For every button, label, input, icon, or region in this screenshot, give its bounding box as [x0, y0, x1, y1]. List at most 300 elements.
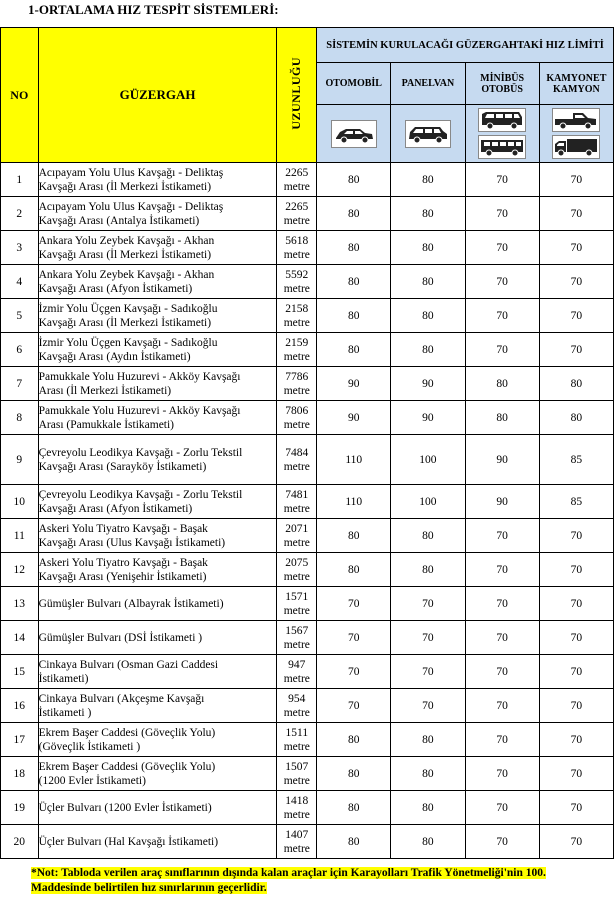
length-unit: metre [283, 460, 310, 473]
speed-kamyonet-value: 70 [570, 767, 583, 780]
speed-panelvan-value: 70 [422, 665, 434, 678]
speed-panelvan-value: 80 [422, 309, 434, 322]
speed-panelvan [391, 689, 465, 723]
speed-kamyonet [539, 791, 613, 825]
table-row [1, 367, 614, 401]
speed-minibus [465, 621, 539, 655]
row-number-text: 16 [13, 699, 26, 712]
speed-panelvan-value: 80 [422, 173, 434, 186]
route-line2: Kavşağı Arası (Antalya İstikameti) [38, 214, 200, 227]
length-unit: metre [283, 536, 310, 549]
van-icon [405, 120, 451, 148]
speed-minibus-value: 70 [496, 563, 508, 576]
length-value: 7481 [285, 488, 309, 501]
route-line2: İstikameti) [38, 672, 89, 685]
speed-minibus [465, 265, 539, 299]
speed-kamyonet [539, 231, 613, 265]
route-line2: Arası (Pamukkale İstikameti) [38, 418, 175, 431]
speed-minibus-value: 70 [496, 597, 508, 610]
speed-minibus-value: 90 [496, 495, 508, 508]
speed-kamyonet-value: 70 [570, 343, 583, 356]
table-row [1, 621, 614, 655]
row-number [1, 367, 39, 401]
speed-panelvan-value: 80 [422, 529, 434, 542]
length-cell [277, 435, 317, 485]
route-line2: İstikameti ) [38, 706, 92, 719]
speed-minibus [465, 485, 539, 519]
row-number [1, 197, 39, 231]
route-line2: Kavşağı Arası (Aydın İstikameti) [38, 350, 191, 363]
length-unit: metre [283, 350, 310, 363]
length-unit: metre [283, 180, 310, 193]
speed-otomobil [317, 231, 391, 265]
speed-kamyonet [539, 485, 613, 519]
row-number-text: 2 [16, 207, 23, 220]
bus-icon [478, 135, 526, 159]
icon-cell-panelvan [391, 105, 465, 163]
length-unit: metre [283, 774, 310, 787]
route-line2: (1200 Evler İstikameti) [38, 774, 146, 787]
row-number [1, 231, 39, 265]
speed-kamyonet-value: 70 [570, 835, 583, 848]
speed-minibus [465, 757, 539, 791]
speed-otomobil [317, 435, 391, 485]
header-route: GÜZERGAH [38, 28, 277, 163]
length-value: 2265 [285, 166, 309, 179]
route-line1: Askeri Yolu Tiyatro Kavşağı - Başak [38, 556, 208, 569]
length-value: 947 [288, 658, 306, 671]
length-cell [277, 825, 317, 859]
table-body [1, 163, 614, 859]
row-number [1, 757, 39, 791]
speed-otomobil [317, 621, 391, 655]
speed-kamyonet [539, 587, 613, 621]
row-number [1, 587, 39, 621]
route-cell [38, 485, 277, 519]
row-number-text: 4 [16, 275, 23, 288]
speed-panelvan [391, 553, 465, 587]
length-unit: metre [283, 672, 310, 685]
length-cell [277, 333, 317, 367]
speed-otomobil-value: 80 [347, 275, 360, 288]
route-line2: Kavşağı Arası (Sarayköy İstikameti) [38, 460, 207, 473]
speed-kamyonet [539, 689, 613, 723]
row-number [1, 485, 39, 519]
speed-kamyonet-value: 70 [570, 665, 583, 678]
route-line1: Cinkaya Bulvarı (Osman Gazi Caddesi [38, 658, 219, 671]
table-row [1, 689, 614, 723]
speed-panelvan-value: 90 [422, 377, 434, 390]
header-minibus-line1: MİNİBÜS [480, 72, 525, 84]
speed-kamyonet [539, 401, 613, 435]
speed-kamyonet [539, 655, 613, 689]
route-line1: Ankara Yolu Zeybek Kavşağı - Akhan [38, 234, 215, 247]
speed-kamyonet-value: 70 [570, 597, 583, 610]
speed-kamyonet-value: 70 [570, 529, 583, 542]
speed-panelvan-value: 70 [422, 631, 434, 644]
minibus-icon [478, 108, 526, 132]
row-number-text: 11 [13, 529, 25, 542]
speed-minibus [465, 825, 539, 859]
speed-otomobil [317, 791, 391, 825]
length-value: 2158 [285, 302, 309, 315]
speed-otomobil [317, 163, 391, 197]
speed-panelvan [391, 587, 465, 621]
length-unit: metre [283, 638, 310, 651]
speed-otomobil [317, 519, 391, 553]
length-value: 2075 [285, 556, 309, 569]
speed-kamyonet [539, 757, 613, 791]
table-row [1, 553, 614, 587]
row-number [1, 689, 39, 723]
row-number-text: 19 [13, 801, 26, 814]
header-minibus [465, 63, 539, 105]
speed-otomobil [317, 587, 391, 621]
route-cell [38, 163, 277, 197]
speed-minibus-value: 90 [496, 453, 508, 466]
row-number [1, 163, 39, 197]
speed-kamyonet-value: 70 [570, 207, 583, 220]
row-number [1, 299, 39, 333]
speed-minibus [465, 333, 539, 367]
row-number-text: 10 [13, 495, 26, 508]
length-unit: metre [283, 384, 310, 397]
header-panelvan: PANELVAN [391, 63, 465, 105]
speed-panelvan [391, 621, 465, 655]
length-unit: metre [283, 604, 310, 617]
speed-kamyonet [539, 163, 613, 197]
speed-panelvan [391, 485, 465, 519]
footnote-line1: *Not: Tabloda verilen araç sınıflarının dışında kalan araçlar için Karayolları Trafik Yönetmeliği'nin 100. [31, 867, 546, 879]
header-no: NO [1, 28, 39, 163]
speed-otomobil [317, 825, 391, 859]
speed-panelvan-value: 80 [422, 835, 434, 848]
row-number-text: 5 [16, 309, 23, 322]
speed-minibus [465, 689, 539, 723]
speed-panelvan-value: 80 [422, 733, 434, 746]
speed-minibus [465, 367, 539, 401]
length-value: 2265 [285, 200, 309, 213]
route-line2: Kavşağı Arası (Yenişehir İstikameti) [38, 570, 207, 583]
length-value: 7806 [285, 404, 309, 417]
speed-otomobil-value: 80 [347, 207, 360, 220]
speed-minibus-value: 70 [496, 343, 508, 356]
route-cell [38, 621, 277, 655]
row-number [1, 723, 39, 757]
row-number-text: 7 [16, 377, 23, 390]
speed-panelvan [391, 299, 465, 333]
row-number-text: 1 [16, 173, 23, 186]
length-unit: metre [283, 248, 310, 261]
length-cell [277, 163, 317, 197]
speed-kamyonet-value: 80 [570, 411, 583, 424]
speed-limit-table [0, 27, 614, 859]
speed-kamyonet [539, 435, 613, 485]
length-cell [277, 231, 317, 265]
route-cell [38, 401, 277, 435]
speed-panelvan [391, 655, 465, 689]
length-cell [277, 299, 317, 333]
length-value: 5618 [285, 234, 309, 247]
length-cell [277, 553, 317, 587]
speed-kamyonet [539, 723, 613, 757]
speed-panelvan-value: 80 [422, 275, 434, 288]
speed-kamyonet-value: 70 [570, 275, 583, 288]
speed-kamyonet [539, 333, 613, 367]
length-value: 5592 [285, 268, 309, 281]
route-line1: Üçler Bulvarı (1200 Evler İstikameti) [38, 801, 212, 814]
speed-panelvan-value: 100 [419, 453, 437, 466]
speed-panelvan [391, 519, 465, 553]
route-line1: Ekrem Başer Caddesi (Göveçlik Yolu) [38, 726, 216, 739]
speed-minibus [465, 231, 539, 265]
speed-panelvan-value: 80 [422, 563, 434, 576]
icon-cell-otomobil [317, 105, 391, 163]
speed-otomobil [317, 723, 391, 757]
speed-otomobil-value: 80 [347, 343, 360, 356]
speed-otomobil [317, 197, 391, 231]
route-line1: Acıpayam Yolu Ulus Kavşağı - Deliktaş [38, 166, 224, 179]
speed-otomobil-value: 70 [347, 631, 360, 644]
table-row [1, 299, 614, 333]
length-unit: metre [283, 282, 310, 295]
route-cell [38, 553, 277, 587]
speed-otomobil-value: 90 [347, 377, 360, 390]
speed-otomobil-value: 90 [347, 411, 360, 424]
row-number [1, 553, 39, 587]
icon-cell-minibus [465, 105, 539, 163]
speed-kamyonet-value: 70 [570, 733, 583, 746]
speed-panelvan [391, 401, 465, 435]
speed-minibus-value: 80 [496, 411, 508, 424]
table-row [1, 757, 614, 791]
length-cell [277, 723, 317, 757]
speed-minibus [465, 163, 539, 197]
route-cell [38, 655, 277, 689]
length-value: 1571 [285, 590, 309, 603]
speed-otomobil-value: 80 [347, 733, 360, 746]
length-value: 1507 [285, 760, 309, 773]
row-number-text: 8 [16, 411, 23, 424]
speed-otomobil-value: 80 [347, 529, 360, 542]
length-value: 1511 [285, 726, 309, 739]
route-cell [38, 265, 277, 299]
speed-panelvan [391, 163, 465, 197]
speed-minibus-value: 70 [496, 275, 508, 288]
speed-otomobil-value: 70 [347, 597, 360, 610]
route-cell [38, 299, 277, 333]
speed-otomobil [317, 265, 391, 299]
length-unit: metre [283, 502, 310, 515]
length-unit: metre [283, 316, 310, 329]
speed-minibus-value: 70 [496, 767, 508, 780]
route-line2: Kavşağı Arası (İl Merkezi İstikameti) [38, 316, 212, 329]
speed-minibus-value: 70 [496, 699, 508, 712]
speed-kamyonet [539, 265, 613, 299]
speed-minibus [465, 587, 539, 621]
speed-panelvan-value: 90 [422, 411, 434, 424]
speed-minibus-value: 70 [496, 529, 508, 542]
route-line1: Ankara Yolu Zeybek Kavşağı - Akhan [38, 268, 215, 281]
table-row [1, 401, 614, 435]
speed-kamyonet-value: 70 [570, 801, 583, 814]
length-unit: metre [283, 842, 310, 855]
speed-otomobil [317, 757, 391, 791]
row-number-text: 14 [13, 631, 26, 644]
speed-kamyonet-value: 85 [570, 495, 583, 508]
speed-kamyonet [539, 367, 613, 401]
route-cell [38, 825, 277, 859]
route-line1: Gümüşler Bulvarı (Albayrak İstikameti) [38, 597, 224, 610]
route-line1: Acıpayam Yolu Ulus Kavşağı - Deliktaş [38, 200, 224, 213]
length-unit: metre [283, 706, 310, 719]
speed-minibus-value: 70 [496, 665, 508, 678]
speed-panelvan-value: 80 [422, 767, 434, 780]
route-line1: İzmir Yolu Üçgen Kavşağı - Sadıkoğlu [38, 336, 218, 349]
speed-kamyonet-value: 70 [570, 309, 583, 322]
speed-kamyonet-value: 70 [570, 173, 583, 186]
length-unit: metre [283, 740, 310, 753]
speed-kamyonet-value: 85 [570, 453, 583, 466]
route-line1: Üçler Bulvarı (Hal Kavşağı İstikameti) [38, 835, 219, 848]
length-unit: metre [283, 418, 310, 431]
table-row [1, 435, 614, 485]
speed-panelvan [391, 197, 465, 231]
speed-otomobil-value: 80 [347, 767, 360, 780]
speed-otomobil-value: 80 [347, 241, 360, 254]
route-cell [38, 231, 277, 265]
length-cell [277, 485, 317, 519]
route-cell [38, 197, 277, 231]
speed-panelvan [391, 435, 465, 485]
length-value: 954 [288, 692, 306, 705]
speed-panelvan-value: 70 [422, 699, 434, 712]
speed-otomobil [317, 655, 391, 689]
length-cell [277, 757, 317, 791]
speed-panelvan [391, 367, 465, 401]
speed-minibus [465, 299, 539, 333]
speed-otomobil [317, 333, 391, 367]
row-number-text: 9 [16, 453, 23, 466]
speed-otomobil-value: 70 [347, 699, 360, 712]
row-number-text: 12 [13, 563, 26, 576]
row-number [1, 519, 39, 553]
row-number [1, 265, 39, 299]
speed-minibus [465, 519, 539, 553]
header-kamyonet-line1: KAMYONET [546, 72, 607, 84]
speed-otomobil-value: 110 [345, 453, 363, 466]
page-title: 1-ORTALAMA HIZ TESPİT SİSTEMLERİ: [28, 2, 279, 17]
speed-panelvan-value: 80 [422, 207, 434, 220]
table-row [1, 265, 614, 299]
row-number-text: 6 [16, 343, 23, 356]
header-minibus-line2: OTOBÜS [481, 83, 523, 95]
pickup-truck-icon [552, 108, 600, 132]
route-cell [38, 519, 277, 553]
route-line1: Cinkaya Bulvarı (Akçeşme Kavşağı [38, 692, 205, 705]
speed-panelvan-value: 80 [422, 241, 434, 254]
length-value: 2159 [285, 336, 309, 349]
speed-panelvan [391, 333, 465, 367]
length-cell [277, 655, 317, 689]
route-cell [38, 435, 277, 485]
length-cell [277, 367, 317, 401]
table-row [1, 231, 614, 265]
length-cell [277, 197, 317, 231]
table-row [1, 163, 614, 197]
speed-otomobil-value: 70 [347, 665, 360, 678]
length-unit: metre [283, 214, 310, 227]
speed-minibus [465, 197, 539, 231]
speed-otomobil-value: 80 [347, 309, 360, 322]
length-value: 7484 [285, 446, 309, 459]
route-line2: Kavşağı Arası (Afyon İstikameti) [38, 282, 193, 295]
row-number [1, 435, 39, 485]
row-number [1, 333, 39, 367]
row-number-text: 20 [13, 835, 26, 848]
route-line1: Gümüşler Bulvarı (DSİ İstikameti ) [38, 631, 203, 644]
row-number-text: 18 [13, 767, 26, 780]
speed-minibus [465, 435, 539, 485]
table-row [1, 825, 614, 859]
speed-panelvan [391, 723, 465, 757]
row-number-text: 3 [16, 241, 23, 254]
header-length [277, 28, 317, 163]
route-cell [38, 689, 277, 723]
speed-minibus-value: 70 [496, 801, 508, 814]
footnote-line2: Maddesinde belirtilen hız sınırlarının geçerlidir. [31, 882, 267, 894]
speed-otomobil [317, 485, 391, 519]
route-line2: Kavşağı Arası (İl Merkezi İstikameti) [38, 248, 212, 261]
speed-kamyonet-value: 80 [570, 377, 583, 390]
speed-minibus [465, 723, 539, 757]
speed-otomobil [317, 367, 391, 401]
speed-otomobil-value: 80 [347, 801, 360, 814]
row-number [1, 655, 39, 689]
header-kamyonet [539, 63, 613, 105]
route-line2: Kavşağı Arası (Ulus Kavşağı İstikameti) [38, 536, 226, 549]
table-row [1, 333, 614, 367]
speed-otomobil-value: 110 [345, 495, 363, 508]
table-row [1, 197, 614, 231]
row-number-text: 13 [13, 597, 26, 610]
speed-minibus [465, 553, 539, 587]
speed-minibus-value: 70 [496, 207, 508, 220]
speed-panelvan [391, 265, 465, 299]
length-cell [277, 265, 317, 299]
route-line1: Ekrem Başer Caddesi (Göveçlik Yolu) [38, 760, 216, 773]
speed-minibus-value: 70 [496, 835, 508, 848]
speed-kamyonet [539, 197, 613, 231]
speed-otomobil [317, 401, 391, 435]
speed-minibus [465, 791, 539, 825]
header-kamyonet-line2: KAMYON [553, 83, 600, 95]
icon-cell-kamyonet [539, 105, 613, 163]
speed-otomobil-value: 80 [347, 173, 360, 186]
footnote [31, 866, 601, 896]
length-unit: metre [283, 570, 310, 583]
route-cell [38, 757, 277, 791]
speed-kamyonet [539, 519, 613, 553]
route-cell [38, 791, 277, 825]
route-line1: Pamukkale Yolu Huzurevi - Akköy Kavşağı [38, 370, 241, 383]
speed-panelvan [391, 825, 465, 859]
speed-minibus-value: 70 [496, 733, 508, 746]
speed-kamyonet [539, 825, 613, 859]
speed-kamyonet [539, 621, 613, 655]
length-value: 7786 [285, 370, 309, 383]
route-cell [38, 333, 277, 367]
